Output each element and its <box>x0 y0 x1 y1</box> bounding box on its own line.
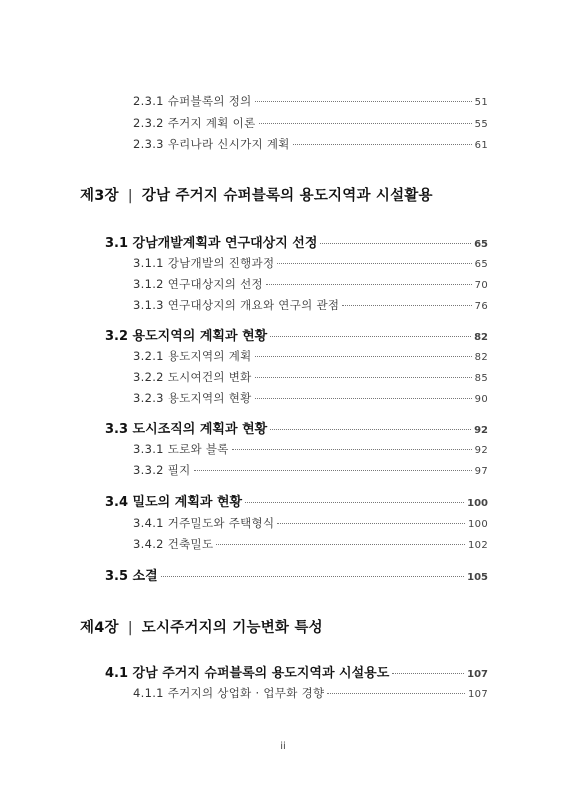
toc-page-number: 61 <box>474 140 488 151</box>
toc-label: 2.3.2 주거지 계획 이론 <box>133 116 256 130</box>
toc-line-3-2-2[interactable] <box>133 369 488 385</box>
dot-leader <box>194 470 472 471</box>
dot-leader <box>342 305 471 306</box>
toc-line-3-1-2[interactable] <box>133 276 488 292</box>
chapter-separator: | <box>127 188 133 204</box>
dot-leader <box>320 243 471 244</box>
dot-leader <box>270 336 471 337</box>
toc-page-number: 76 <box>474 301 488 312</box>
dot-leader <box>161 576 464 577</box>
toc-label: 3.3.1 도로와 블록 <box>133 442 229 456</box>
toc-page-number: 70 <box>474 280 488 291</box>
toc-page-number: 107 <box>468 689 488 700</box>
toc-label: 3.4.2 건축밀도 <box>133 537 214 551</box>
toc-line-3-1-3[interactable] <box>133 297 488 313</box>
dot-leader <box>277 523 465 524</box>
toc-line-3-1[interactable] <box>105 232 488 251</box>
toc-label: 3.1.1 강남개발의 진행과정 <box>133 256 275 270</box>
toc-line-3-4[interactable] <box>105 491 488 510</box>
toc-label: 3.3 도시조직의 계획과 현황 <box>105 422 268 437</box>
toc-page-number: 105 <box>467 572 488 583</box>
toc-line-3-1-1[interactable] <box>133 255 488 271</box>
toc-label: 3.4 밀도의 계획과 현황 <box>105 495 243 510</box>
toc-label: 3.1.3 연구대상지의 개요와 연구의 관점 <box>133 298 340 312</box>
dot-leader <box>232 449 472 450</box>
chapter-title: 강남 주거지 슈퍼블록의 용도지역과 시설활용 <box>141 188 433 204</box>
page-number-footer: ii <box>280 741 286 752</box>
toc-label: 2.3.3 우리나라 신시가지 계획 <box>133 137 290 151</box>
toc-line-2-3-1[interactable] <box>133 93 488 109</box>
toc-label: 3.4.1 거주밀도와 주택형식 <box>133 516 275 530</box>
toc-page-number: 92 <box>474 445 488 456</box>
toc-line-4-1[interactable] <box>105 662 488 681</box>
toc-label: 3.3.2 필지 <box>133 463 191 477</box>
toc-page-number: 82 <box>474 332 488 343</box>
toc-label: 3.2 용도지역의 계획과 현황 <box>105 329 268 344</box>
toc-line-3-2-1[interactable] <box>133 348 488 364</box>
toc-label: 4.1.1 주거지의 상업화 · 업무화 경향 <box>133 686 325 700</box>
toc-line-3-2[interactable] <box>105 325 488 344</box>
toc-page-number: 97 <box>474 466 488 477</box>
toc-page-number: 65 <box>474 239 488 250</box>
dot-leader <box>293 144 472 145</box>
toc-line-3-4-2[interactable] <box>133 536 488 552</box>
toc-page-number: 85 <box>474 373 488 384</box>
chapter-separator: | <box>127 620 133 636</box>
toc-page-number: 51 <box>474 97 488 108</box>
toc-label: 3.2.3 용도지역의 현황 <box>133 391 252 405</box>
toc-label: 3.1.2 연구대상지의 선정 <box>133 277 263 291</box>
dot-leader <box>255 356 472 357</box>
dot-leader <box>266 284 472 285</box>
toc-line-3-3-1[interactable] <box>133 441 488 457</box>
toc-label: 3.2.1 용도지역의 계획 <box>133 349 252 363</box>
toc-page-number: 92 <box>474 425 488 436</box>
dot-leader <box>255 101 472 102</box>
toc-label: 4.1 강남 주거지 슈퍼블록의 용도지역과 시설용도 <box>105 666 390 681</box>
toc-page-number: 90 <box>474 394 488 405</box>
dot-leader <box>270 429 471 430</box>
dot-leader <box>216 544 465 545</box>
dot-leader <box>327 693 465 694</box>
toc-line-3-5[interactable] <box>105 565 488 584</box>
chapter-number: 제3장 <box>80 188 119 204</box>
dot-leader <box>255 377 472 378</box>
toc-label: 3.1 강남개발계획과 연구대상지 선정 <box>105 236 318 251</box>
toc-label: 3.2.2 도시여건의 변화 <box>133 370 252 384</box>
toc-line-4-1-1[interactable] <box>133 685 488 701</box>
chapter-number: 제4장 <box>80 620 119 636</box>
dot-leader <box>255 398 472 399</box>
toc-line-3-2-3[interactable] <box>133 390 488 406</box>
toc-page-number: 55 <box>474 119 488 130</box>
dot-leader <box>277 263 471 264</box>
toc-label: 3.5 소결 <box>105 569 158 584</box>
chapter-title: 도시주거지의 기능변화 특성 <box>141 620 323 636</box>
toc-line-2-3-2[interactable] <box>133 115 488 131</box>
dot-leader <box>392 673 464 674</box>
toc-page-number: 65 <box>474 259 488 270</box>
toc-line-3-4-1[interactable] <box>133 515 488 531</box>
dot-leader <box>259 123 472 124</box>
toc-line-3-3[interactable] <box>105 418 488 437</box>
chapter-3-heading[interactable] <box>80 184 433 205</box>
dot-leader <box>245 502 464 503</box>
toc-line-2-3-3[interactable] <box>133 136 488 152</box>
toc-page-number: 100 <box>467 498 488 509</box>
toc-page-number: 82 <box>474 352 488 363</box>
toc-page-number: 100 <box>468 519 488 530</box>
toc-line-3-3-2[interactable] <box>133 462 488 478</box>
chapter-4-heading[interactable] <box>80 616 323 637</box>
toc-page-number: 102 <box>468 540 488 551</box>
toc-page-number: 107 <box>467 669 488 680</box>
toc-label: 2.3.1 슈퍼블록의 정의 <box>133 94 252 108</box>
